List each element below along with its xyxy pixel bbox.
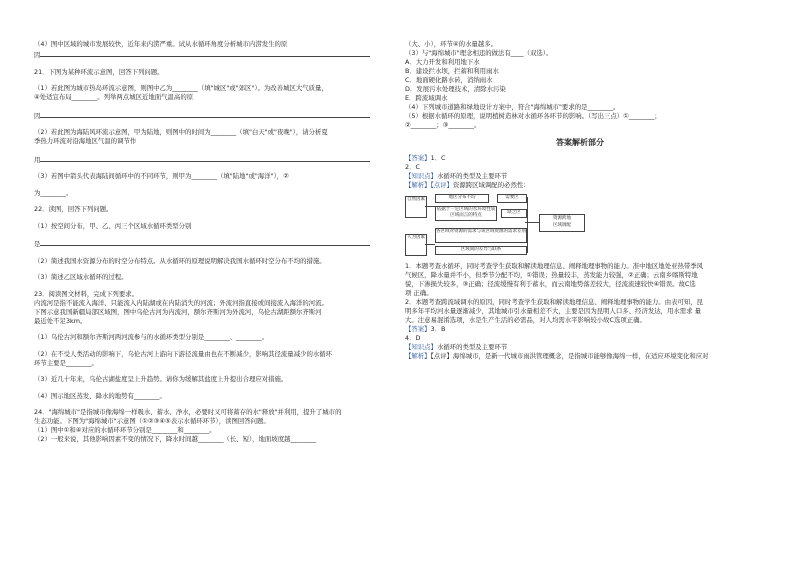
text-line [405, 40, 755, 49]
text-line [405, 103, 755, 112]
text-line [34, 426, 384, 435]
line-text: 22．读图，回答下列问题。 [34, 205, 113, 213]
text-line [405, 289, 755, 298]
line-text: 下图示意我国新疆局部区域图，图中乌伦古河为内流河，额尔齐斯河为外流河，乌伦古湖距额尔齐斯河 [34, 307, 322, 316]
label-tag: 【答案】 [405, 325, 431, 333]
text-line [405, 49, 755, 58]
text-line [405, 280, 755, 289]
line-text: 4．D [405, 334, 421, 342]
text-line [34, 375, 384, 384]
text-line [34, 290, 384, 299]
text-line [405, 112, 755, 121]
line-text: （4）下列城市道路和绿地设计方案中，符合"海绵城市"要求的是________。 [405, 103, 620, 111]
line-text: 是 [34, 240, 41, 248]
line-text: 气候区，降水量并不小，但季节分配不均，①错误；热量较丰，蒸发能力较强，②正确；云南乡喀斯特地 [405, 271, 698, 279]
line-text: 1．C [430, 154, 446, 162]
line-text: 水循环的类型及主要环节 [436, 343, 508, 351]
line-text: （1）乌伦古河和额尔齐斯河两河流参与的水循环类型分别是________、________。 [34, 333, 269, 341]
line-text: 明多年平均河水量逐渐减少，其地城市引水量相差不大，主要是因为昆明人口多、经济发达，用水需求 量 [405, 307, 701, 315]
text-line [405, 76, 755, 85]
line-text: 24．"海绵城市"是指城市像海绵一样吸水、蓄水、净水，必要时又可将蓄存的水"释放"并利用，提升了城市的 [34, 408, 342, 416]
line-text: （大、小），环节④的水量越多。 [405, 40, 497, 48]
text-line [34, 68, 384, 77]
text-line [405, 262, 755, 271]
text-line [405, 334, 755, 343]
diagram-box-mid2b: 缺乏区 [501, 209, 527, 218]
line-text: 季热力环流对沿海地区气温的调节作 [34, 137, 137, 145]
answer-blank[interactable] [40, 238, 370, 246]
label-tag: 【知识点】 [405, 343, 437, 351]
line-text: 用 [34, 155, 41, 164]
label-tag: 【答案】 [405, 154, 431, 162]
text-line [34, 128, 384, 137]
answer-block-2 [405, 262, 755, 361]
left-column [34, 40, 384, 444]
text-line [34, 205, 384, 214]
line-text: （5）根据水循环的原理，说明植树造林对水循环各环节的影响。（写出三点）①________； [405, 112, 661, 120]
line-text: 项 正确。 [405, 289, 433, 297]
text-line [405, 352, 755, 361]
line-text: A．大力开发和利用地下水 [405, 58, 480, 66]
text-line [405, 94, 755, 103]
text-line [405, 343, 755, 352]
label-tag: 【知识点】 [405, 172, 437, 180]
diagram-box-mid3: 各区域对资源的需求与该区域资源的需求差别 [435, 228, 527, 243]
answer-blank[interactable] [40, 49, 370, 57]
line-text: 3．B [430, 325, 446, 333]
line-text: （1）图中①和④对应的水循环环节分别是________和________。 [34, 426, 216, 434]
line-text: 水循环的类型及主要环节 [436, 172, 508, 180]
answer-blank[interactable] [40, 154, 370, 162]
line-text: （1）若此图为城市热岛环流示意图，则图中乙为________（填"城区"或"郊区"）。为改善城区大气质量， [34, 84, 328, 92]
text-line [34, 84, 384, 93]
text-line [405, 58, 755, 67]
line-text: （2）简述我国水资源分布的时空分布特点。从水循环的原理说明解决我国水循环时空分布不均的措施。 [34, 256, 326, 265]
text-line [34, 238, 384, 249]
line-text: 因 [34, 51, 41, 59]
line-text: 【点评】海绵城市，是新一代城市雨洪管理概念，是指城市能够像海绵一样，在适应环境变化和应对 [430, 352, 709, 360]
line-text: D．发展污水处理技术，清除水污染 [405, 85, 506, 93]
text-line [34, 49, 384, 60]
line-text: 环节主要是________。 [34, 358, 98, 367]
line-text: （3）与"海绵城市"理念相违的做法有____（双选）。 [405, 49, 553, 57]
text-line [34, 257, 384, 266]
line-text: （3）若图中箭头代表海陆间循环中的不同环节，则甲为________（填"陆地"或"海洋"），② [34, 172, 289, 180]
text-line [34, 93, 384, 102]
line-text: 貌，下渗损失较多，③正确；径流缓慢有利于蓄水，而云南地势落差较大，径流流速较快④错误。故C选 [405, 280, 696, 288]
line-text: 生态功能。下图为"海绵城市"示意图（①②③④⑤表示水循环环节），读图回答问题。 [34, 417, 270, 425]
line-text: （4）图示地区蒸发、降水的地势有________。 [34, 391, 166, 400]
line-text: （3）近几十年来，乌伦古湖盐度呈上升趋势。请你为缓解其盐度上升提出合理应对措施。 [34, 375, 288, 383]
text-line [405, 298, 755, 307]
text-line [34, 408, 384, 417]
line-text: 21．下图为某种环流示意图，回答下列问题。 [34, 67, 164, 76]
text-line [34, 308, 384, 317]
text-line [34, 154, 384, 165]
answer-block-1 [405, 154, 755, 190]
diagram-box-mid1b: 需要区 [497, 194, 527, 203]
text-line [34, 137, 384, 146]
line-text: 因 [34, 111, 41, 120]
line-text: ②________；③________。 [405, 121, 481, 129]
text-line [34, 222, 384, 231]
diagram-box-mid4: 区域间的差异与联系 [435, 246, 527, 255]
line-text: 资源跨区域调配的必然性： [452, 181, 530, 189]
text-line [34, 40, 384, 49]
line-text: E．跨流域调水 [405, 94, 448, 102]
line-text: （4）图中区域的城市发展较快，近年来内涝严重。试从水循环角度分析城市内涝发生的原 [34, 40, 288, 48]
line-text: （2）一般来说，其他影响因素不变的情况下，降水时间越________（长、短），地面坡度越________ [34, 435, 317, 443]
text-line [34, 417, 384, 426]
line-text: B．建设拦水坝，拦蓄和利用雨水 [405, 67, 499, 75]
diagram-box-human: 人为因素 [405, 234, 427, 256]
text-line [34, 392, 384, 401]
line-text: 内流河是指不能流入海洋、只能流入内陆湖或在内陆消失的河流；外流河指直接或间接流入海洋的河流。 [34, 298, 328, 307]
line-text: （1）按空间分布，甲、乙、丙三个区域水循环类型分别 [34, 221, 192, 230]
text-line [405, 325, 755, 334]
line-text: 为________。 [34, 188, 73, 197]
line-text: 1．本题考查水循环，同时考查学生获取和解读地理信息、阐释地理事物的能力。准中地区地处亚热带季风 [405, 262, 704, 270]
text-line [405, 307, 755, 316]
questions-continued [405, 40, 755, 130]
line-text: 最近处不足3km。 [34, 316, 87, 325]
line-text: 23．阅读图文材料，完成下列要求。 [34, 289, 138, 298]
text-line [34, 172, 384, 181]
text-line [34, 273, 384, 282]
text-line [34, 333, 384, 342]
line-text: ④处适宜布局________。列举两点城区近地面气温高的原 [34, 93, 194, 101]
text-line [34, 435, 384, 444]
label-tag: 【解析】【点评】 [405, 181, 453, 189]
label-tag: 【解析】 [405, 352, 431, 360]
answer-blank[interactable] [40, 110, 370, 118]
text-line [405, 181, 755, 190]
text-line [34, 189, 384, 198]
text-line [405, 121, 755, 130]
text-line [34, 110, 384, 121]
line-text: （2）若此图为海陆风环流示意图，甲为陆地，则图中的时间为________（填"白天"或"夜晚"），请分析夏 [34, 128, 328, 136]
line-text: 大。注意易混淆选项，水是生产生活的必需品，对人均需水平影响较小故C选项正确。 [405, 316, 646, 324]
line-text: C．地面硬化路水砖，消纳雨水 [405, 76, 493, 84]
answer-section-title: 答案解析部分 [556, 138, 604, 147]
resource-allocation-diagram [405, 192, 605, 258]
line-text: 2．本题考查跨流域调水的原因，同时考查学生获取和解读地理信息、阐释地理事物的能力。由表可知，昆 [405, 298, 704, 306]
text-line [34, 350, 384, 359]
line-text: 2．C [405, 163, 420, 171]
text-line [405, 172, 755, 181]
text-line [34, 359, 384, 368]
line-text: （3）简述乙区域水循环的过程。 [34, 273, 128, 281]
text-line [405, 271, 755, 280]
line-text: （2）在不受人类活动的影响下，乌伦古河上游向下游径流量由也在不断减少，影响其径流量减少的水循环 [34, 349, 333, 358]
text-line [405, 316, 755, 325]
diagram-box-mid2: 依据于一定区域的水环境性质区域而言的特点 [435, 206, 497, 221]
text-line [405, 85, 755, 94]
text-line [405, 163, 755, 172]
right-column [405, 40, 755, 361]
diagram-box-mid1: 地区分布不均 [435, 194, 489, 203]
text-line [34, 317, 384, 326]
text-line [405, 154, 755, 163]
diagram-box-natural: 自然因素 [405, 196, 427, 218]
text-line [34, 299, 384, 308]
diagram-box-result: 资源跨地 区域调配 [539, 214, 585, 232]
text-line [405, 67, 755, 76]
